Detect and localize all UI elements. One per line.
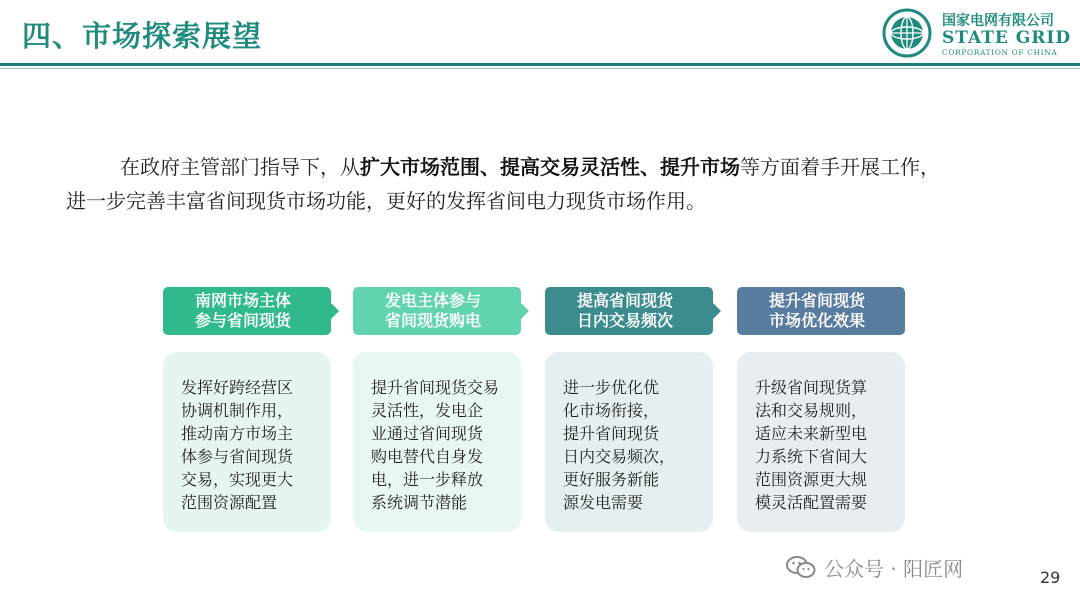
column-2-text-line: 灵活性，发电企 [371, 401, 484, 420]
intro-line-1 [66, 150, 1046, 184]
slide-title: 四、市场探索展望 [22, 19, 263, 53]
column-4-text-line: 法和交易规则， [755, 401, 868, 420]
intro-paragraph [66, 150, 1046, 218]
column-2-text-line: 购电替代自身发 [371, 447, 484, 466]
column-2-header-line-2: 省间现货购电 [384, 311, 481, 330]
column-4-text-line: 范围资源更大规 [755, 470, 868, 489]
intro-line-2: 进一步完善丰富省间现货市场功能，更好的发挥省间电力现货市场作用。 [66, 189, 706, 213]
column-2-text-line: 系统调节潜能 [371, 493, 468, 512]
column-4-header [737, 287, 905, 335]
column-2-card [353, 352, 521, 532]
column-3-text-line: 更好服务新能 [563, 470, 660, 489]
page-number: 29 [1040, 568, 1061, 587]
wechat-icon [786, 555, 816, 579]
column-3-header [545, 287, 713, 335]
chevron-right-icon [519, 287, 531, 335]
watermark [786, 552, 963, 582]
column-1-header-line-1: 南网市场主体 [194, 291, 291, 310]
column-4-card [737, 352, 905, 532]
intro-emphasis: 扩大市场范围、提高交易灵活性、提升市场 [360, 155, 740, 179]
header-divider-thin [0, 68, 1080, 69]
column-3-text-line: 源发电需要 [563, 493, 644, 512]
column-3-text-line: 提升省间现货 [563, 424, 660, 443]
column-4-header-line-2: 市场优化效果 [768, 311, 865, 330]
column-1-header [163, 287, 331, 335]
column-3-card [545, 352, 713, 532]
column-4-header-line-1: 提升省间现货 [768, 291, 865, 310]
column-2-text-line: 提升省间现货交易 [371, 378, 500, 397]
company-logo [880, 6, 1075, 58]
column-4-text-line: 适应未来新型电 [755, 424, 868, 443]
column-4-text-line: 力系统下省间大 [755, 447, 868, 466]
column-3-text-line: 化市场衔接， [563, 401, 660, 420]
logo-subtitle: CORPORATION OF CHINA [942, 48, 1058, 57]
column-4-text-line: 升级省间现货算 [755, 378, 868, 397]
header-divider [0, 63, 1080, 66]
column-2-text-line: 业通过省间现货 [371, 424, 484, 443]
column-2-header-line-1: 发电主体参与 [384, 291, 481, 310]
intro-text-c: 等方面着手开展工作， [740, 155, 940, 179]
column-1-text-line: 推动南方市场主 [181, 424, 294, 443]
column-3-text-line: 进一步优化优 [563, 378, 660, 397]
chevron-right-icon [329, 287, 341, 335]
column-1-card [163, 352, 331, 532]
state-grid-globe-logo-icon [882, 8, 932, 58]
column-1-text-line: 范围资源配置 [181, 493, 278, 512]
logo-english-name: STATE GRID [942, 28, 1072, 48]
column-4-text-line: 模灵活配置需要 [755, 493, 868, 512]
watermark-text: 公众号 · 阳匠网 [824, 556, 964, 581]
column-1-text-line: 协调机制作用， [181, 401, 294, 420]
column-3-text-line: 日内交易频次， [563, 447, 676, 466]
column-3-header-line-1: 提高省间现货 [576, 291, 673, 310]
column-2-text-line: 电，进一步释放 [371, 470, 484, 489]
column-2-header [353, 287, 521, 335]
column-3-header-line-2: 日内交易频次 [576, 311, 673, 330]
intro-text-a: 在政府主管部门指导下，从 [120, 155, 360, 179]
logo-chinese-name: 国家电网有限公司 [942, 13, 1054, 29]
column-1-text-line: 交易，实现更大 [181, 470, 294, 489]
column-1-header-line-2: 参与省间现货 [194, 311, 291, 330]
column-1-text-line: 发挥好跨经营区 [181, 378, 294, 397]
chevron-right-icon [711, 287, 723, 335]
slide-header [0, 0, 1080, 72]
column-1-text-line: 体参与省间现货 [181, 447, 294, 466]
